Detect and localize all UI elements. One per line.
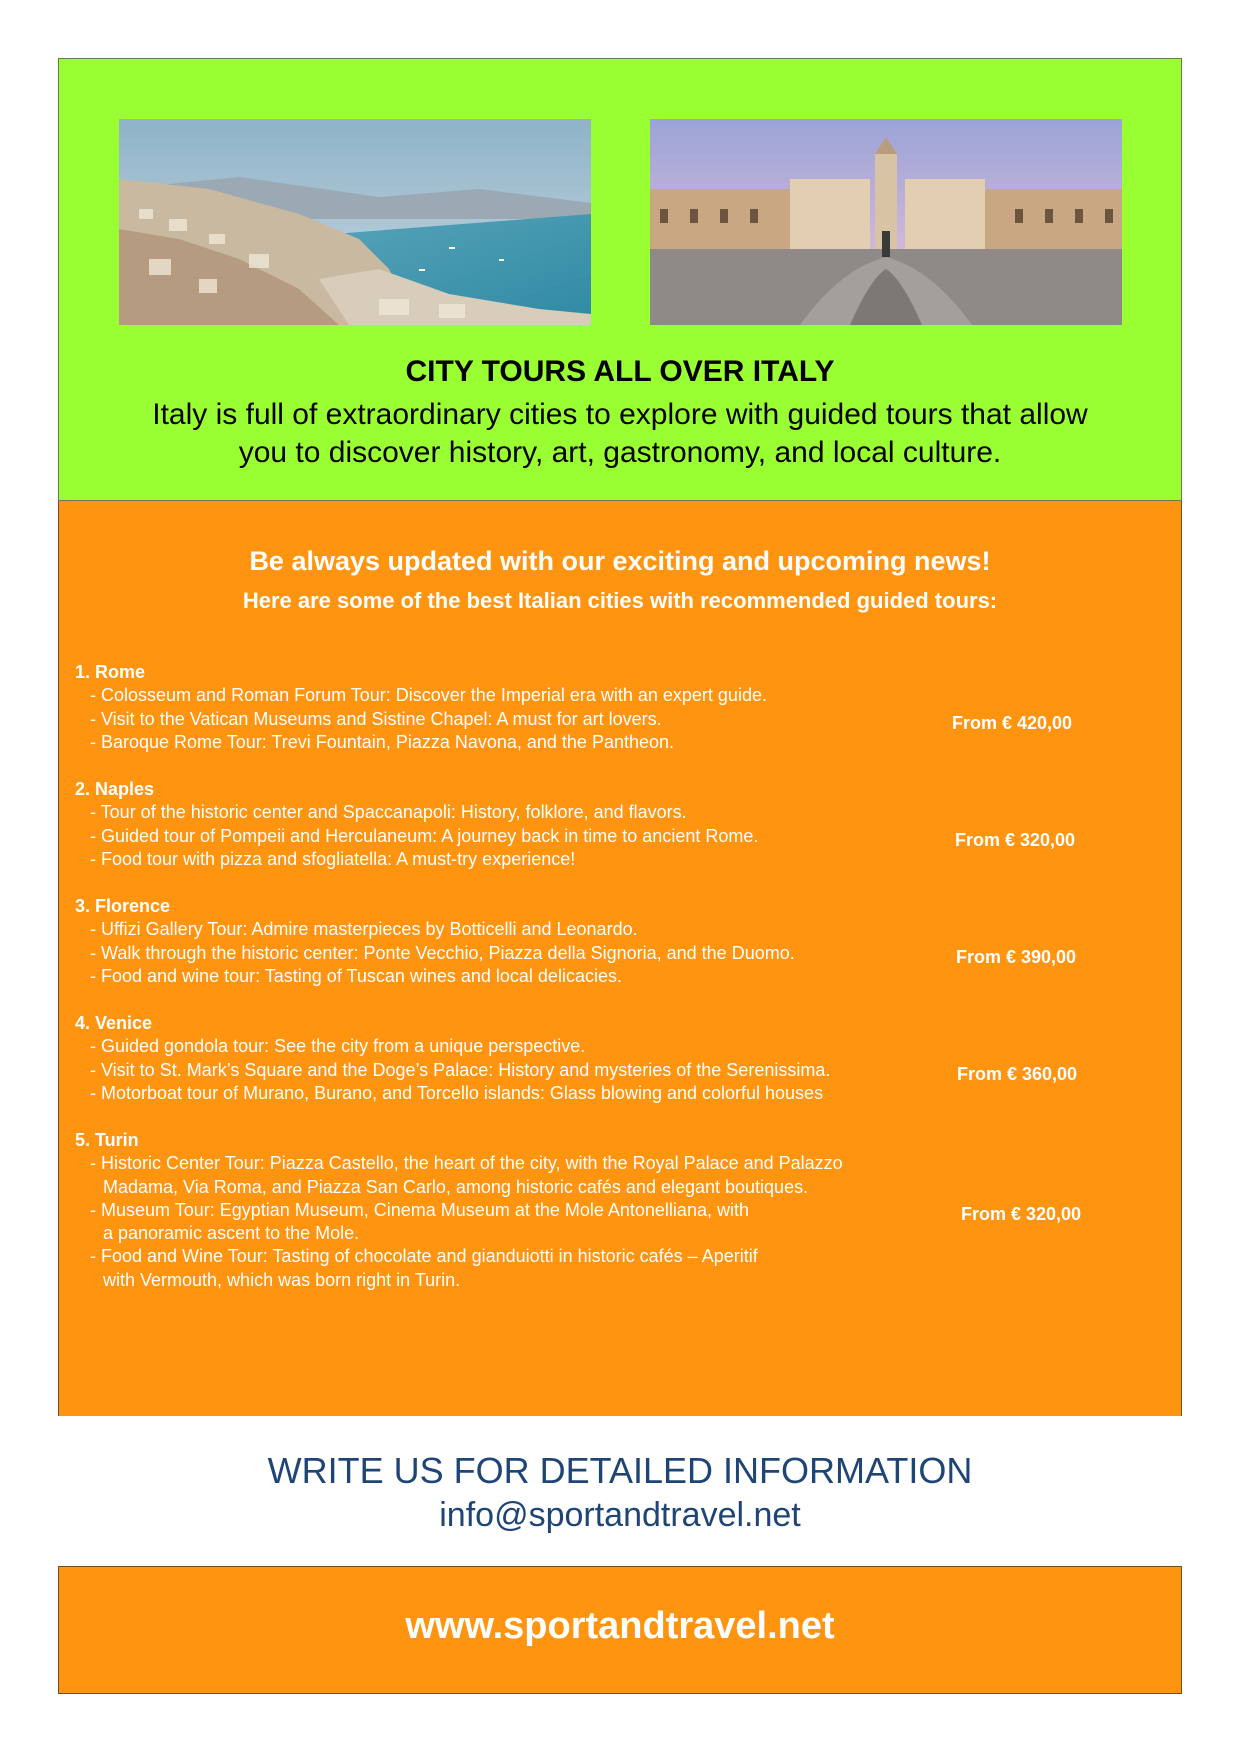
city-block-rome — [75, 661, 767, 754]
city-name: 2. Naples — [75, 779, 155, 799]
price-rome: From € 420,00 — [952, 713, 1073, 733]
tour-line: - Tour of the historic center and Spaccanapoli: History, folklore, and flavors. — [90, 802, 687, 823]
tour-line: - Walk through the historic center: Ponte Vecchio, Piazza della Signoria, and the Duomo. — [90, 942, 795, 963]
price-florence: From € 390,00 — [956, 947, 1077, 967]
tour-line: - Historic Center Tour: Piazza Castello, the heart of the city, with the Royal Palace and Palazzo — [90, 1153, 843, 1174]
intro-line: Italy is full of extraordinary cities to explore with guided tours that allow — [152, 398, 1088, 431]
tour-line: - Visit to St. Mark’s Square and the Doge’s Palace: History and mysteries of the Serenissima. — [90, 1059, 831, 1080]
news-subheadline: Here are some of the best Italian cities with recommended guided tours: — [242, 588, 998, 613]
tour-line: a panoramic ascent to the Mole. — [103, 1223, 360, 1244]
city-block-naples — [75, 778, 758, 871]
tour-line: - Food and wine tour: Tasting of Tuscan wines and local delicacies. — [90, 965, 622, 986]
tour-line: - Food tour with pizza and sfogliatella: A must-try experience! — [90, 848, 576, 869]
city-block-florence — [75, 895, 795, 988]
tour-line: - Food and Wine Tour: Tasting of chocolate and gianduiotti in historic cafés – Aperitif — [90, 1246, 758, 1267]
tour-line: - Guided tour of Pompeii and Herculaneum: A journey back in time to ancient Rome. — [90, 825, 759, 846]
price-naples: From € 320,00 — [955, 830, 1076, 850]
tours-panel — [58, 501, 1182, 1416]
price-venice: From € 360,00 — [957, 1064, 1078, 1084]
price-turin: From € 320,00 — [961, 1204, 1082, 1224]
contact-email[interactable]: info@sportandtravel.net — [439, 1496, 801, 1534]
intro-text — [79, 396, 1161, 472]
tour-line: - Uffizi Gallery Tour: Admire masterpieces by Botticelli and Leonardo. — [90, 919, 638, 940]
turin-piazza-photo — [650, 119, 1122, 325]
contact-heading: WRITE US FOR DETAILED INFORMATION — [267, 1450, 973, 1491]
city-name: 3. Florence — [75, 896, 171, 916]
tour-line: - Baroque Rome Tour: Trevi Fountain, Piazza Navona, and the Pantheon. — [90, 731, 675, 752]
tour-line: - Museum Tour: Egyptian Museum, Cinema Museum at the Mole Antonelliana, with — [90, 1199, 749, 1220]
website-link[interactable]: www.sportandtravel.net — [405, 1605, 835, 1647]
tour-line: with Vermouth, which was born right in Turin. — [103, 1269, 461, 1290]
tour-line: - Guided gondola tour: See the city from a unique perspective. — [90, 1036, 586, 1057]
tour-line: - Visit to the Vatican Museums and Sistine Chapel: A must for art lovers. — [90, 708, 662, 729]
news-headline: Be always updated with our exciting and upcoming news! — [249, 546, 991, 576]
city-block-venice — [75, 1012, 830, 1105]
footer-panel — [58, 1566, 1182, 1694]
city-name: 5. Turin — [75, 1130, 139, 1150]
city-block-turin — [75, 1129, 843, 1292]
tour-line: - Motorboat tour of Murano, Burano, and Torcello islands: Glass blowing and colorful houses — [90, 1082, 824, 1103]
tour-line: - Colosseum and Roman Forum Tour: Discover the Imperial era with an expert guide. — [90, 685, 767, 706]
page-title: CITY TOURS ALL OVER ITALY — [405, 355, 835, 388]
header-panel — [58, 58, 1182, 501]
city-name: 1. Rome — [75, 662, 146, 682]
tour-line: Madama, Via Roma, and Piazza San Carlo, among historic cafés and elegant boutiques. — [103, 1176, 809, 1197]
city-name: 4. Venice — [75, 1013, 153, 1033]
naples-coast-photo — [119, 119, 591, 325]
intro-line: you to discover history, art, gastronomy, and local culture. — [238, 436, 1002, 469]
